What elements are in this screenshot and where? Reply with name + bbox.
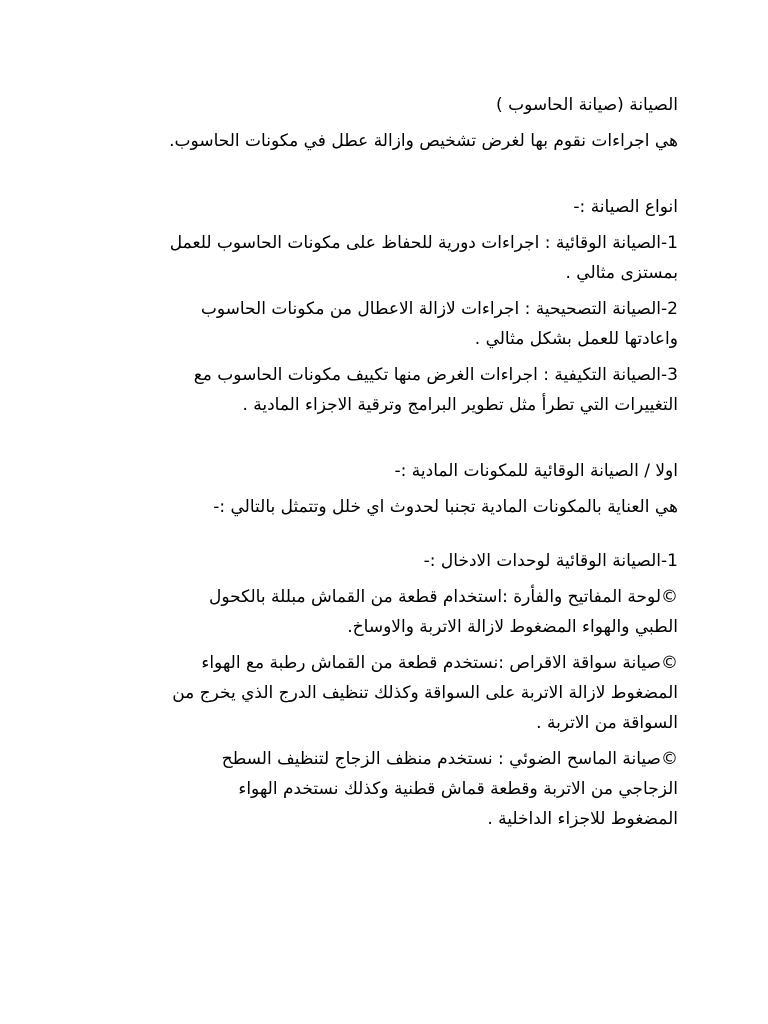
type-item-line: التغييرات التي تطرأ مثل تطوير البرامج وترقية الاجزاء المادية .	[242, 395, 678, 415]
list-item-keyboard-mouse	[90, 582, 678, 642]
list-item-disk-drive	[90, 648, 678, 738]
list-item-line: ©صيانة سواقة الاقراص :نستخدم قطعة من القماش رطبة مع الهواء	[201, 653, 678, 673]
spacer	[90, 528, 678, 546]
type-item-adaptive	[90, 360, 678, 420]
definition-text: هي اجراءات نقوم بها لغرض تشخيص وازالة عطل في مكونات الحاسوب.	[169, 131, 678, 151]
type-item-line: 1-الصيانة الوقائية : اجراءات دورية للحفاظ على مكونات الحاسوب للعمل	[169, 233, 678, 253]
list-item-line: ©لوحة المفاتيح والفأرة :استخدام قطعة من القماش مبللة بالكحول	[208, 587, 678, 607]
type-item-preventive	[90, 228, 678, 288]
type-item-line: بمستزى مثالي .	[565, 263, 678, 283]
type-item-line: 2-الصيانة التصحيحية : اجراءات لازالة الاعطال من مكونات الحاسوب	[200, 299, 678, 319]
type-item-line: واعادتها للعمل بشكل مثالي .	[474, 329, 678, 349]
spacer	[90, 162, 678, 192]
list-item-line: المضغوط للاجزاء الداخلية .	[487, 809, 678, 829]
section-intro: هي العناية بالمكونات المادية تجنبا لحدوث اي خلل وتتمثل بالتالي :-	[213, 497, 678, 517]
spacer	[90, 426, 678, 456]
section-heading: اولا / الصيانة الوقائية للمكونات المادية :-	[394, 461, 678, 481]
document-page	[90, 90, 678, 840]
list-item-line: الزجاجي من الاتربة وقطعة قماش قطنية وكذلك نستخدم الهواء	[238, 779, 678, 799]
list-item-line: الطبي والهواء المضغوط لازالة الاتربة والاوساخ.	[347, 617, 678, 637]
types-heading: انواع الصيانة :-	[573, 197, 678, 217]
list-item-line: ©صيانة الماسح الضوئي : نستخدم منظف الزجاج لتنظيف السطح	[221, 749, 678, 769]
type-item-line: 3-الصيانة التكيفية : اجراءات الغرض منها تكييف مكونات الحاسوب مع	[193, 365, 678, 385]
document-title: الصيانة (صيانة الحاسوب )	[496, 95, 678, 115]
type-item-corrective	[90, 294, 678, 354]
list-item-scanner	[90, 744, 678, 834]
list-item-line: المضغوط لازالة الاتربة على السواقة وكذلك تنظيف الدرج الذي يخرج من	[172, 683, 678, 703]
list-item-line: السواقة من الاتربة .	[536, 713, 678, 733]
subsection-heading: 1-الصيانة الوقائية لوحدات الادخال :-	[423, 551, 678, 571]
